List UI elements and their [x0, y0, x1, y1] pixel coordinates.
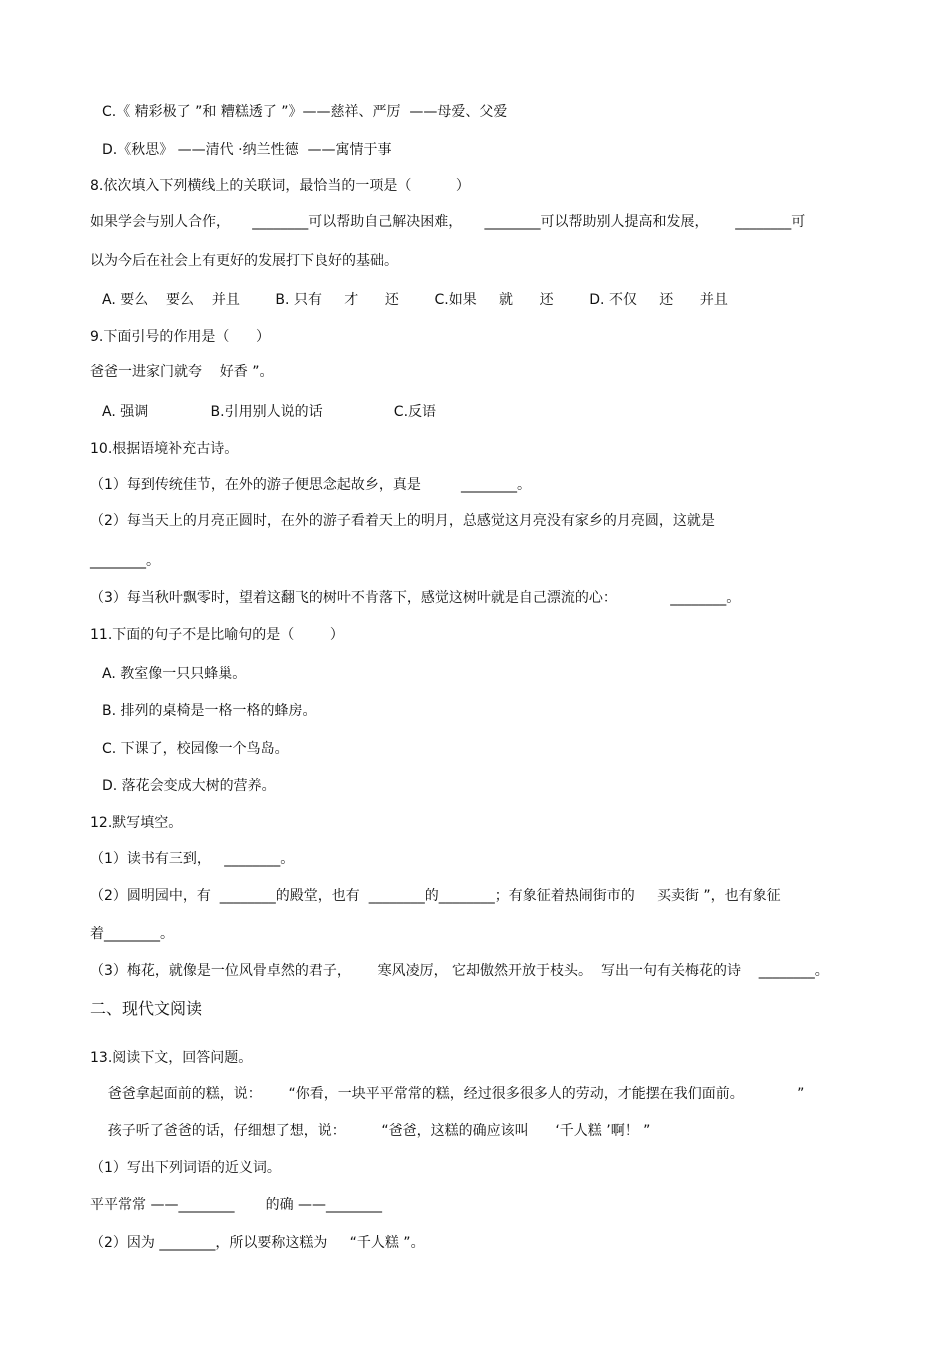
- question-9: 9.下面引号的作用是（ ）: [90, 329, 271, 345]
- question-10-2-blank: ________。: [90, 553, 160, 569]
- question-10-3: （3）每当秋叶飘零时，望着这翻飞的树叶不肯落下，感觉这树叶就是自己漂流的心： ________。: [90, 590, 741, 606]
- section-heading: 二、现代文阅读: [90, 999, 203, 1018]
- question-12-2: （2）圆明园中，有 ________的殿堂，也有 ________的________；有象征着热闹街市的 买卖街 ”，也有象征: [90, 888, 781, 904]
- question-12-2-cont: 着________。: [90, 926, 174, 942]
- question-10-2: （2）每当天上的月亮正圆时，在外的游子看着天上的明月，总感觉这月亮没有家乡的月亮圆，这就是: [90, 513, 715, 529]
- question-10: 10.根据语境补充古诗。: [90, 441, 239, 457]
- question-10-1: （1）每到传统佳节，在外的游子便思念起故乡，真是 ________。: [90, 477, 531, 493]
- question-13-1: （1）写出下列词语的近义词。: [90, 1160, 281, 1176]
- question-8-text-2: 以为今后在社会上有更好的发展打下良好的基础。: [90, 253, 398, 269]
- question-9-options: A. 强调 B.引用别人说的话 C.反语: [102, 404, 437, 420]
- question-13-1-answers: 平平常常 ——________ 的确 ——________: [90, 1197, 383, 1213]
- question-13: 13.阅读下文，回答问题。: [90, 1050, 253, 1066]
- question-13-2: （2）因为 ________，所以要称这糕为 “千人糕 ”。: [90, 1235, 425, 1251]
- question-11: 11.下面的句子不是比喻句的是（ ）: [90, 627, 344, 643]
- question-11-option-b: B. 排列的桌椅是一格一格的蜂房。: [102, 703, 317, 719]
- question-8-options: A. 要么 要么 并且 B. 只有 才 还 C.如果 就 还 D. 不仅 还 并且: [102, 292, 728, 308]
- passage-line-1: 爸爸拿起面前的糕，说： “你看，一块平平常常的糕，经过很多很多人的劳动，才能摆在我们面前。 ”: [90, 1086, 805, 1102]
- question-11-option-d: D. 落花会变成大树的营养。: [102, 778, 276, 794]
- question-12-3: （3）梅花，就像是一位风骨卓然的君子， 寒风凌厉， 它却傲然开放于枝头。 写出一句有关梅花的诗 ________。: [90, 963, 829, 979]
- question-8: 8.依次填入下列横线上的关联词，最恰当的一项是（ ）: [90, 178, 470, 194]
- option-7d: D.《秋思》 ——清代 ·纳兰性德 ——寓情于事: [102, 142, 392, 158]
- question-11-option-a: A. 教室像一只只蜂巢。: [102, 666, 247, 682]
- question-11-option-c: C. 下课了，校园像一个鸟岛。: [102, 741, 289, 757]
- question-12: 12.默写填空。: [90, 815, 183, 831]
- question-12-1: （1）读书有三到， ________。: [90, 851, 295, 867]
- question-8-text-1: 如果学会与别人合作， ________可以帮助自己解决困难， ________可以帮助别人提高和发展， ________可: [90, 214, 806, 230]
- option-7c: C.《 精彩极了 ”和 糟糕透了 ”》——慈祥、严厉 ——母爱、父爱: [102, 104, 508, 120]
- question-9-text: 爸爸一进家门就夸 好香 ”。: [90, 364, 274, 380]
- passage-line-2: 孩子听了爸爸的话，仔细想了想，说： “爸爸，这糕的确应该叫 ‘千人糕 ’啊！ ”: [90, 1123, 651, 1139]
